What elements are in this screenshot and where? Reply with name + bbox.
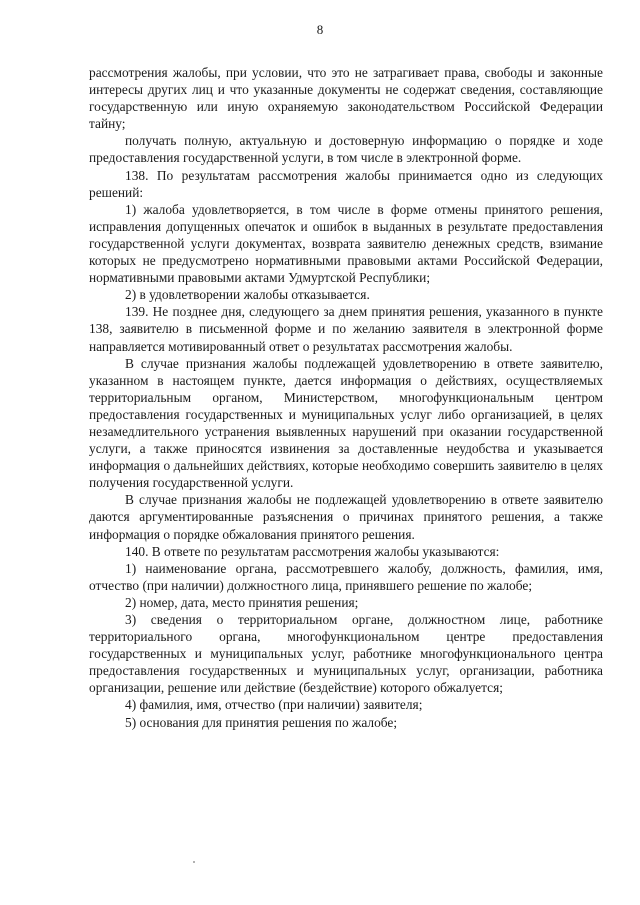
paragraph-138-item-1: 1) жалоба удовлетворяется, в том числе в форме отмены принятого решения, исправления допущенных опечаток и ошибок в выданных в результате предоставления государственной услуги документах, возврата заявителю денежных средств, взимание которых не предусмотрено нормативными правовыми актами Российской Федерации, нормативными правовыми актами Удмуртской Республики; [89, 201, 603, 286]
page-number: 8 [316, 22, 324, 37]
paragraph-140-item-1: 1) наименование органа, рассмотревшего жалобу, должность, фамилия, имя, отчество (при наличии) должностного лица, принявшего решение по жалобе; [89, 560, 603, 593]
paragraph-140: 140. В ответе по результатам рассмотрения жалобы указываются: [125, 543, 500, 559]
paragraph-complaint-conditions-continued: рассмотрения жалобы, при условии, что это не затрагивает права, свободы и законные интересы других лиц и что указанные документы не содержат сведения, составляющие государственную или иную охраняемую законодательством Российской Федерации тайну; [89, 65, 603, 132]
scan-speck [193, 861, 195, 863]
paragraph-139-satisfied: В случае признания жалобы подлежащей удовлетворению в ответе заявителю, указанном в настоящем пункте, дается информация о действиях, осуществляемых территориальным органом, Министерством, многофункциональным центром предоставления государственных и муниципальных услуг либо организацией, в целях незамедлительного устранения выявленных нарушений при оказании государственной услуги, а также приносятся извинения за доставленные неудобства и указывается информация о дальнейших действиях, которые необходимо совершить заявителю в целях получения государственной услуги. [89, 355, 603, 491]
paragraph-139-not-satisfied: В случае признания жалобы не подлежащей удовлетворению в ответе заявителю даются аргументированные разъяснения о причинах принятого решения, а также информация о порядке обжалования принятого решения. [89, 492, 603, 542]
paragraph-140-item-4: 4) фамилия, имя, отчество (при наличии) заявителя; [125, 697, 423, 713]
paragraph-right-to-information: получать полную, актуальную и достоверную информацию о порядке и ходе предоставления государственной услуги, в том числе в электронной форме. [89, 133, 603, 166]
paragraph-139: 139. Не позднее дня, следующего за днем принятия решения, указанного в пункте 138, заявителю в письменной форме и по желанию заявителя в электронной форме направляется мотивированный ответ о результатах рассмотрения жалобы. [89, 304, 603, 354]
paragraph-140-item-2: 2) номер, дата, место принятия решения; [125, 594, 359, 610]
paragraph-138-item-2: 2) в удовлетворении жалобы отказывается. [125, 287, 370, 303]
paragraph-140-item-3: 3) сведения о территориальном органе, должностном лице, работнике территориального органа, многофункциональном центре предоставления государственных и муниципальных услуг, работнике многофункционального центра предоставления государственных и муниципальных услуг, организации, работника организации, решение или действие (бездействие) которого обжалуется; [89, 612, 603, 696]
paragraph-140-item-5: 5) основания для принятия решения по жалобе; [125, 714, 398, 730]
document-body [89, 64, 603, 731]
paragraph-138: 138. По результатам рассмотрения жалобы принимается одно из следующих решений: [89, 167, 603, 200]
